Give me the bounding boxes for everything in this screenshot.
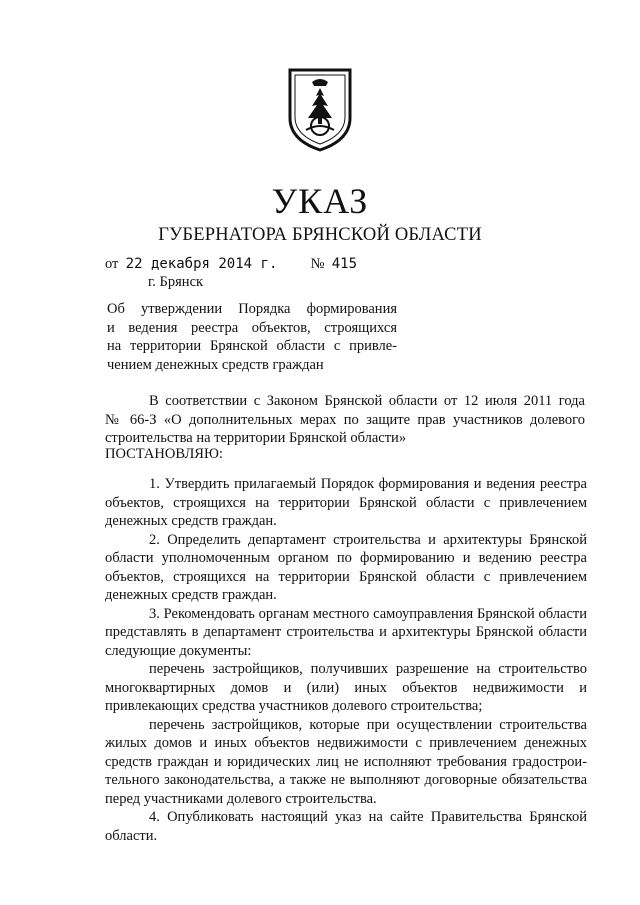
subject-line: чением денежных средств граждан bbox=[107, 356, 324, 373]
document-number: 415 bbox=[331, 256, 358, 272]
preamble-line: № 66-З «О дополнительных мерах по защите прав участников долевого bbox=[105, 411, 585, 428]
body-line: области. bbox=[105, 827, 158, 844]
body-line: денежных средств граждан. bbox=[105, 513, 277, 529]
preamble-line: строительства на территории Брянской области» bbox=[105, 430, 407, 446]
body-line: 4. Опубликовать настоящий указ на сайте Правительства Брянской bbox=[149, 809, 587, 825]
subject-line: и ведения реестра объектов, строящихся bbox=[107, 319, 397, 336]
body-line: тельного законодательства, а также не выполняют договорные обязательства bbox=[105, 772, 587, 788]
date-number-line bbox=[105, 256, 357, 273]
document-title: УКАЗ bbox=[271, 181, 369, 221]
body-line: средств граждан и юридических лиц не исполняют требования градострои- bbox=[105, 753, 587, 770]
number-prefix: № bbox=[310, 256, 325, 272]
subject-line: на территории Брянской области с привле- bbox=[107, 338, 397, 354]
body-line: перечень застройщиков, получивших разрешение на строительство bbox=[149, 661, 587, 677]
document-body bbox=[105, 475, 587, 845]
body-line: 1. Утвердить прилагаемый Порядок формирования и ведения реестра bbox=[149, 476, 587, 492]
body-line: 3. Рекомендовать органам местного самоуправления Брянской области bbox=[149, 605, 587, 622]
body-line: привлекающих средства участников долевого строительства; bbox=[105, 698, 483, 714]
body-line: жилых домов и иных объектов недвижимости с привлечением денежных bbox=[105, 735, 587, 751]
decree-word: ПОСТАНОВЛЯЮ: bbox=[105, 446, 223, 462]
document-subtitle: ГУБЕРНАТОРА БРЯНСКОЙ ОБЛАСТИ bbox=[158, 225, 482, 245]
preamble-line: В соответствии с Законом Брянской области от 12 июля 2011 года bbox=[149, 393, 585, 409]
preamble bbox=[105, 392, 585, 448]
body-line: представлять в департамент строительства и архитектуры Брянской области bbox=[105, 624, 587, 640]
document-date: 22 декабря 2014 г. bbox=[125, 256, 278, 272]
body-line: перед участниками долевого строительства. bbox=[105, 790, 377, 807]
document-place: г. Брянск bbox=[148, 274, 204, 290]
coat-of-arms-emblem bbox=[286, 66, 354, 152]
date-prefix: от bbox=[105, 256, 119, 272]
body-line: объектов, строящихся на территории Брянской области с привлечением bbox=[105, 494, 587, 511]
body-line: следующие документы: bbox=[105, 642, 252, 659]
body-line: перечень застройщиков, которые при осуществлении строительства bbox=[149, 716, 587, 733]
body-line: области уполномоченным органом по формированию и ведению реестра bbox=[105, 550, 587, 566]
body-line: многоквартирных домов и (или) иных объектов недвижимости и bbox=[105, 679, 587, 696]
document-subject bbox=[107, 300, 397, 374]
body-line: денежных средств граждан. bbox=[105, 587, 277, 603]
body-line: объектов, строящихся на территории Брянской области с привлечением bbox=[105, 568, 587, 585]
subject-line: Об утверждении Порядка формирования bbox=[107, 301, 397, 317]
body-line: 2. Определить департамент строительства и архитектуры Брянской bbox=[149, 531, 587, 548]
